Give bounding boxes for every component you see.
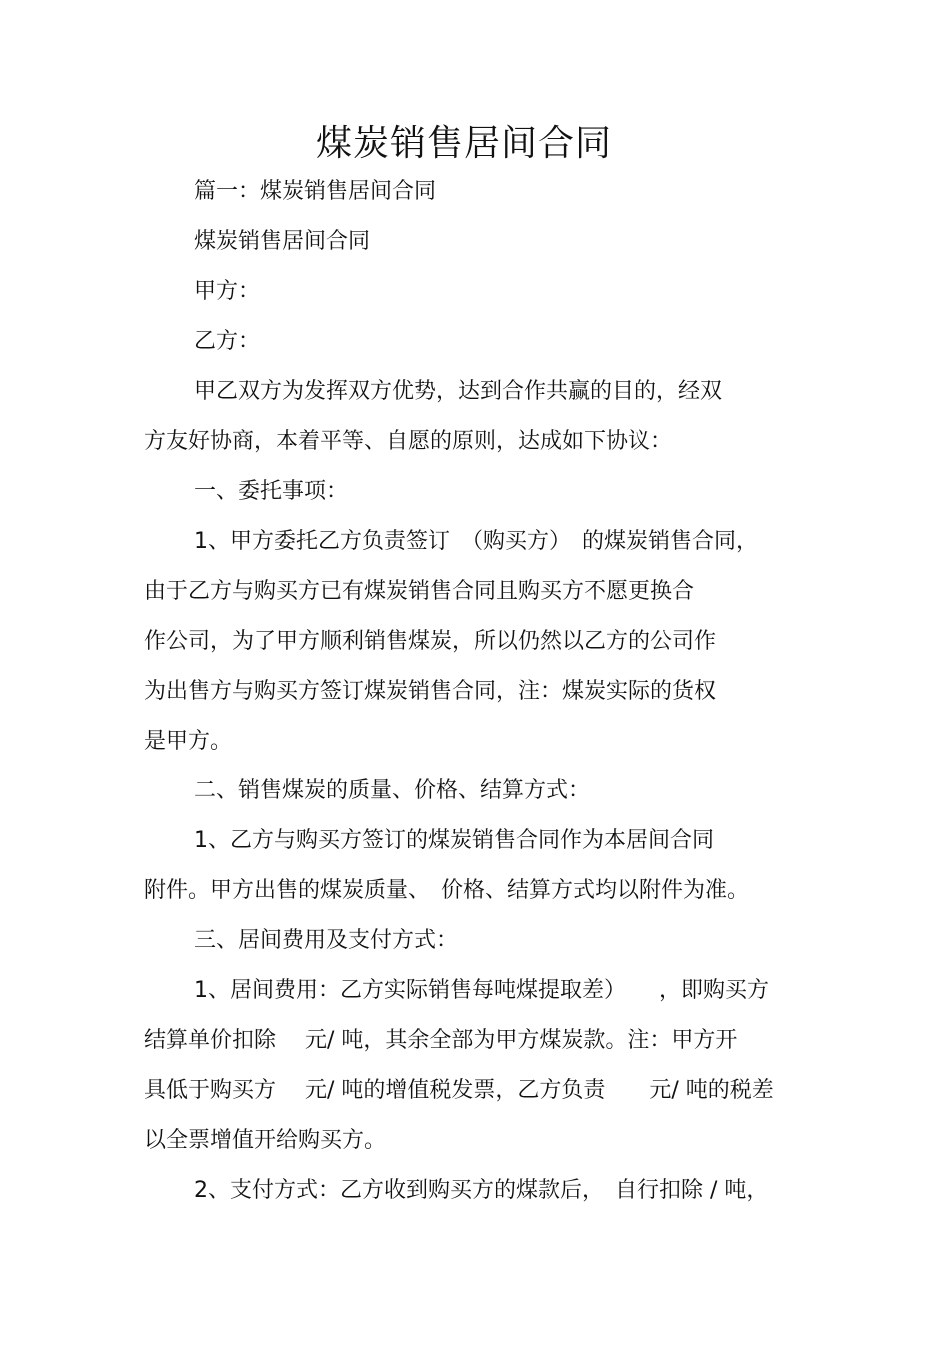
document-title: 煤炭销售居间合同: [315, 123, 612, 164]
paragraph-line: 1、甲方委托乙方负责签订 （购买方） 的煤炭销售合同，: [194, 529, 758, 554]
paragraph-line: 1、居间费用：乙方实际销售每吨煤提取差） ，即购买方: [194, 978, 769, 1003]
paragraph-line: 1、乙方与购买方签订的煤炭销售合同作为本居间合同: [194, 828, 714, 853]
paragraph-line: 2、支付方式：乙方收到购买方的煤款后， 自行扣除 / 吨，: [194, 1178, 769, 1203]
paragraph-line: 以全票增值开给购买方。: [144, 1128, 387, 1153]
paragraph-line: 作公司，为了甲方顺利销售煤炭，所以仍然以乙方的公司作: [144, 629, 717, 654]
section-heading: 三、居间费用及支付方式：: [194, 928, 459, 953]
paragraph-line: 具低于购买方 元/ 吨的增值税发票，乙方负责 元/ 吨的税差: [144, 1078, 774, 1103]
paragraph-line: 由于乙方与购买方已有煤炭销售合同且购买方不愿更换合: [144, 579, 695, 604]
paragraph-line: 甲乙双方为发挥双方优势，达到合作共赢的目的，经双: [194, 379, 723, 404]
paragraph-line: 方友好协商，本着平等、自愿的原则，达成如下协议：: [144, 429, 673, 454]
paragraph-line: 为出售方与购买方签订煤炭销售合同，注：煤炭实际的货权: [144, 679, 717, 704]
paragraph-line: 结算单价扣除 元/ 吨，其余全部为甲方煤炭款。注：甲方开: [144, 1028, 738, 1053]
paragraph-line: 附件。甲方出售的煤炭质量、 价格、结算方式均以附件为准。: [144, 878, 750, 903]
section-heading: 一、委托事项：: [194, 479, 349, 504]
party-a-line: 甲方：: [194, 279, 261, 304]
contract-name-line: 煤炭销售居间合同: [194, 229, 371, 254]
section-heading: 二、销售煤炭的质量、价格、结算方式：: [194, 778, 591, 803]
paragraph-line: 是甲方。: [144, 729, 233, 754]
subtitle-line: 篇一：煤炭销售居间合同: [194, 179, 437, 204]
party-b-line: 乙方：: [194, 329, 261, 354]
